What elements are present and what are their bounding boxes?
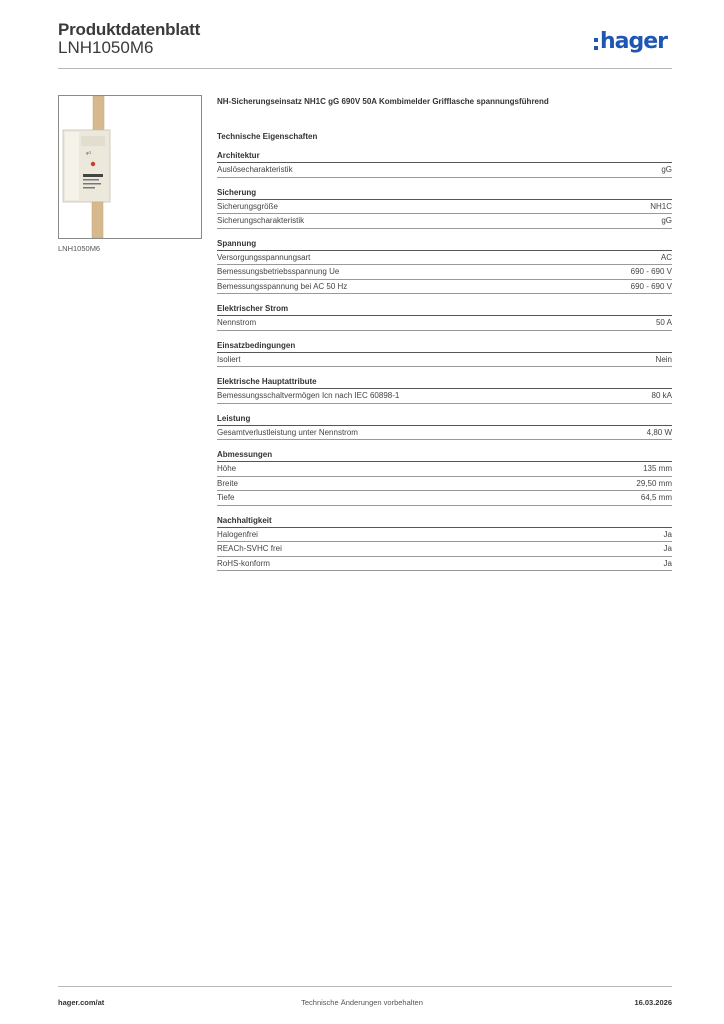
spec-group xyxy=(217,298,672,331)
header-divider xyxy=(58,68,672,69)
fuse-icon xyxy=(59,96,201,238)
spec-value: 135 mm xyxy=(643,464,672,474)
logo-dots-icon xyxy=(594,38,598,50)
spec-row xyxy=(217,477,672,492)
spec-label: Bemessungsschaltvermögen Icn nach IEC 60898-1 xyxy=(217,391,400,401)
spec-value: Ja xyxy=(663,558,672,568)
footer-divider xyxy=(58,986,672,987)
spec-value: 4,80 W xyxy=(646,427,672,437)
spec-group-title: Architektur xyxy=(217,145,672,163)
spec-row xyxy=(217,251,672,266)
image-caption: LNH1050M6 xyxy=(58,244,101,253)
spec-group-title: Nachhaltigkeit xyxy=(217,510,672,528)
spec-row xyxy=(217,316,672,331)
footer-website-link[interactable]: hager.com/at xyxy=(58,998,105,1007)
logo-text: hager xyxy=(600,29,668,54)
footer-date: 16.03.2026 xyxy=(634,998,672,1007)
spec-label: Gesamtverlustleistung unter Nennstrom xyxy=(217,427,358,437)
spec-value: 80 kA xyxy=(651,391,672,401)
spec-group xyxy=(217,233,672,295)
spec-value: Ja xyxy=(663,529,672,539)
spec-value: AC xyxy=(660,252,672,262)
spec-group xyxy=(217,510,672,572)
spec-group xyxy=(217,408,672,441)
spec-label: Höhe xyxy=(217,464,237,474)
spec-label: Auslösecharakteristik xyxy=(217,165,293,175)
spec-group-title: Spannung xyxy=(217,233,672,251)
spec-value: 50 A xyxy=(655,318,672,328)
spec-row xyxy=(217,557,672,572)
spec-groups xyxy=(217,145,672,571)
spec-row xyxy=(217,200,672,215)
spec-label: Bemessungsbetriebsspannung Ue xyxy=(217,267,340,277)
spec-row xyxy=(217,491,672,506)
spec-row xyxy=(217,353,672,368)
spec-label: Bemessungsspannung bei AC 50 Hz xyxy=(217,281,348,291)
spec-group-title: Elektrischer Strom xyxy=(217,298,672,316)
svg-text:gG: gG xyxy=(86,150,92,155)
spec-label: Breite xyxy=(217,478,238,488)
spec-value: gG xyxy=(661,165,672,175)
spec-label: Isoliert xyxy=(217,354,241,364)
page-title: Produktdatenblatt xyxy=(58,20,201,39)
spec-row xyxy=(217,163,672,178)
spec-group-title: Leistung xyxy=(217,408,672,426)
spec-value: gG xyxy=(661,216,672,226)
spec-value: Ja xyxy=(663,544,672,554)
spec-value: 64,5 mm xyxy=(640,493,672,503)
spec-value: 690 - 690 V xyxy=(630,267,672,277)
spec-label: REACh-SVHC frei xyxy=(217,544,282,554)
spec-label: Sicherungscharakteristik xyxy=(217,216,305,226)
spec-label: RoHS-konform xyxy=(217,558,270,568)
spec-group xyxy=(217,145,672,178)
spec-value: NH1C xyxy=(650,201,672,211)
spec-row xyxy=(217,265,672,280)
spec-group-title: Sicherung xyxy=(217,182,672,200)
product-image xyxy=(58,95,202,239)
product-code: LNH1050M6 xyxy=(58,38,154,57)
spec-label: Sicherungsgröße xyxy=(217,201,278,211)
spec-group xyxy=(217,182,672,229)
spec-value: Nein xyxy=(655,354,672,364)
spec-value: 29,50 mm xyxy=(636,478,672,488)
spec-label: Nennstrom xyxy=(217,318,257,328)
spec-content xyxy=(217,96,672,571)
spec-group xyxy=(217,335,672,368)
spec-group-title: Einsatzbedingungen xyxy=(217,335,672,353)
section-title: Technische Eigenschaften xyxy=(217,132,318,141)
product-description: NH-Sicherungseinsatz NH1C gG 690V 50A Kombimelder Grifflasche spannungsführend xyxy=(217,97,549,106)
spec-row xyxy=(217,462,672,477)
spec-group xyxy=(217,444,672,506)
spec-row xyxy=(217,528,672,543)
spec-label: Tiefe xyxy=(217,493,235,503)
footer-disclaimer: Technische Änderungen vorbehalten xyxy=(301,998,423,1007)
spec-label: Versorgungsspannungsart xyxy=(217,252,311,262)
spec-value: 690 - 690 V xyxy=(630,281,672,291)
spec-group-title: Abmessungen xyxy=(217,444,672,462)
spec-group xyxy=(217,371,672,404)
spec-group-title: Elektrische Hauptattribute xyxy=(217,371,672,389)
spec-row xyxy=(217,389,672,404)
spec-row xyxy=(217,214,672,229)
spec-row xyxy=(217,280,672,295)
spec-row xyxy=(217,426,672,441)
spec-row xyxy=(217,542,672,557)
spec-label: Halogenfrei xyxy=(217,529,258,539)
hager-logo[interactable] xyxy=(594,28,667,56)
